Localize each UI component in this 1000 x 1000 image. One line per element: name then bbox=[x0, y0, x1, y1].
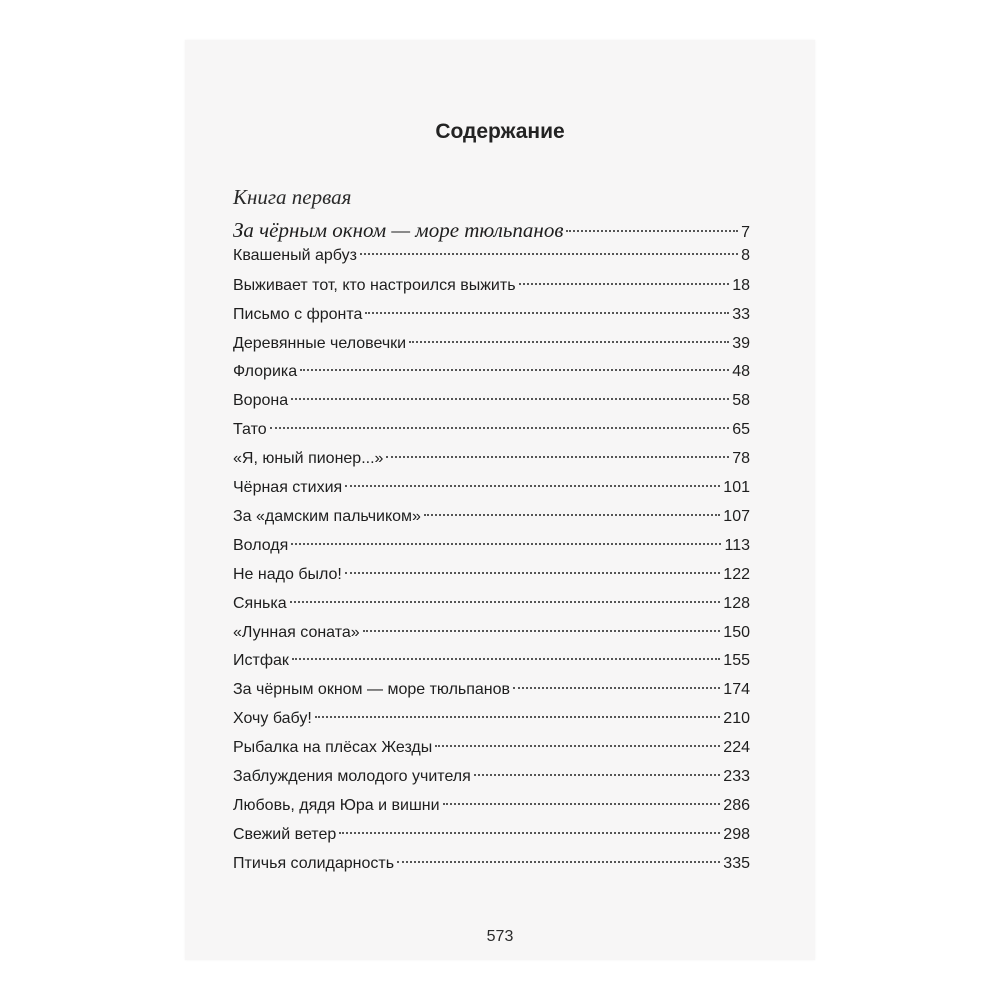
toc-entry-page: 286 bbox=[723, 797, 750, 814]
toc-dot-leader bbox=[566, 230, 738, 232]
toc-dot-leader bbox=[292, 658, 720, 660]
toc-entry-page: 7 bbox=[741, 224, 750, 241]
toc-dot-leader bbox=[291, 398, 729, 400]
toc-dot-leader bbox=[365, 312, 729, 314]
toc-entry bbox=[233, 218, 750, 242]
toc-dot-leader bbox=[291, 543, 721, 545]
toc-entry-title: Хочу бабу! bbox=[233, 710, 312, 727]
toc-entry-title: За «дамским пальчиком» bbox=[233, 508, 421, 525]
toc-entry-page: 233 bbox=[723, 768, 750, 785]
toc-entry-title: Чёрная стихия bbox=[233, 479, 343, 496]
toc-entry-page: 113 bbox=[724, 537, 750, 554]
toc-entry-page: 174 bbox=[723, 681, 750, 698]
toc-dot-leader bbox=[397, 861, 720, 863]
toc-dot-leader bbox=[339, 832, 720, 834]
toc-entry bbox=[233, 826, 750, 850]
toc-heading: Содержание bbox=[435, 120, 565, 143]
toc-entry-page: 122 bbox=[723, 566, 750, 583]
toc-entry bbox=[233, 335, 750, 359]
toc-entry-page: 107 bbox=[723, 508, 750, 525]
toc-entry-page: 335 bbox=[723, 855, 750, 872]
toc-entry bbox=[233, 392, 750, 416]
toc-dot-leader bbox=[519, 283, 730, 285]
toc-entry bbox=[233, 624, 750, 648]
toc-entry-page: 128 bbox=[723, 595, 750, 612]
toc-entry-page: 101 bbox=[723, 479, 750, 496]
toc-entry-title: Письмо с фронта bbox=[233, 306, 363, 323]
toc-dot-leader bbox=[270, 427, 730, 429]
toc-dot-leader bbox=[386, 456, 729, 458]
toc-entry bbox=[233, 450, 750, 474]
book-label: Книга первая bbox=[233, 185, 352, 209]
toc-entry-title: За чёрным окном — море тюльпанов bbox=[233, 218, 564, 242]
toc-dot-leader bbox=[315, 716, 721, 718]
toc-entry bbox=[233, 739, 750, 763]
toc-entry-page: 78 bbox=[732, 450, 750, 467]
toc-entry bbox=[233, 652, 750, 676]
toc-entry-page: 298 bbox=[723, 826, 750, 843]
toc-dot-leader bbox=[300, 369, 729, 371]
toc-entry bbox=[233, 595, 750, 619]
toc-dot-leader bbox=[474, 774, 720, 776]
toc-entry bbox=[233, 710, 750, 734]
toc-entry bbox=[233, 479, 750, 503]
toc-entry-title: Свежий ветер bbox=[233, 826, 337, 843]
toc-entry-title: «Я, юный пионер...» bbox=[233, 450, 384, 467]
toc-entry-title: Квашеный арбуз bbox=[233, 247, 357, 264]
toc-entry bbox=[233, 363, 750, 387]
toc-entry-page: 39 bbox=[732, 335, 750, 352]
page-number: 573 bbox=[486, 928, 514, 945]
toc-entry bbox=[233, 277, 750, 301]
toc-dot-leader bbox=[290, 601, 721, 603]
toc-entry bbox=[233, 797, 750, 821]
toc-entry-title: Птичья солидарность bbox=[233, 855, 395, 872]
toc-entry-title: Деревянные человечки bbox=[233, 335, 407, 352]
toc-dot-leader bbox=[345, 572, 720, 574]
toc-entry bbox=[233, 855, 750, 879]
toc-entry-page: 65 bbox=[732, 421, 750, 438]
toc-entry-page: 8 bbox=[741, 247, 750, 264]
toc-entry bbox=[233, 508, 750, 532]
toc-entry-title: Тато bbox=[233, 421, 267, 438]
toc-entry-title: Флорика bbox=[233, 363, 298, 380]
toc-entry-page: 48 bbox=[732, 363, 750, 380]
toc-entry-page: 18 bbox=[732, 277, 750, 294]
toc-entry-title: Истфак bbox=[233, 652, 289, 669]
toc-entry-title: Выживает тот, кто настроился выжить bbox=[233, 277, 516, 294]
toc-dot-leader bbox=[513, 687, 720, 689]
toc-dot-leader bbox=[443, 803, 721, 805]
toc-entry-title: Ворона bbox=[233, 392, 289, 409]
toc-entry-page: 155 bbox=[723, 652, 750, 669]
toc-dot-leader bbox=[424, 514, 720, 516]
toc-entry bbox=[233, 306, 750, 330]
toc-entry bbox=[233, 421, 750, 445]
toc-entry-title: «Лунная соната» bbox=[233, 624, 360, 641]
toc-entry-page: 210 bbox=[723, 710, 750, 727]
toc-dot-leader bbox=[409, 341, 729, 343]
toc-entry-title: Володя bbox=[233, 537, 289, 554]
toc-entry bbox=[233, 537, 750, 561]
toc-dot-leader bbox=[435, 745, 720, 747]
toc-entry bbox=[233, 681, 750, 705]
toc-entry-title: Заблуждения молодого учителя bbox=[233, 768, 471, 785]
toc-dot-leader bbox=[363, 630, 721, 632]
toc-entry-page: 150 bbox=[723, 624, 750, 641]
toc-entry-page: 58 bbox=[732, 392, 750, 409]
toc-entry-page: 33 bbox=[732, 306, 750, 323]
toc-dot-leader bbox=[345, 485, 720, 487]
toc-dot-leader bbox=[360, 253, 738, 255]
toc-entry-title: За чёрным окном — море тюльпанов bbox=[233, 681, 511, 698]
toc-entry bbox=[233, 247, 750, 271]
toc-entry-title: Любовь, дядя Юра и вишни bbox=[233, 797, 440, 814]
toc-entry-title: Не надо было! bbox=[233, 566, 342, 583]
toc-entry bbox=[233, 768, 750, 792]
toc-entry bbox=[233, 566, 750, 590]
toc-entry-title: Рыбалка на плёсах Жезды bbox=[233, 739, 433, 756]
toc-entry-title: Сянька bbox=[233, 595, 287, 612]
toc-entry-page: 224 bbox=[723, 739, 750, 756]
